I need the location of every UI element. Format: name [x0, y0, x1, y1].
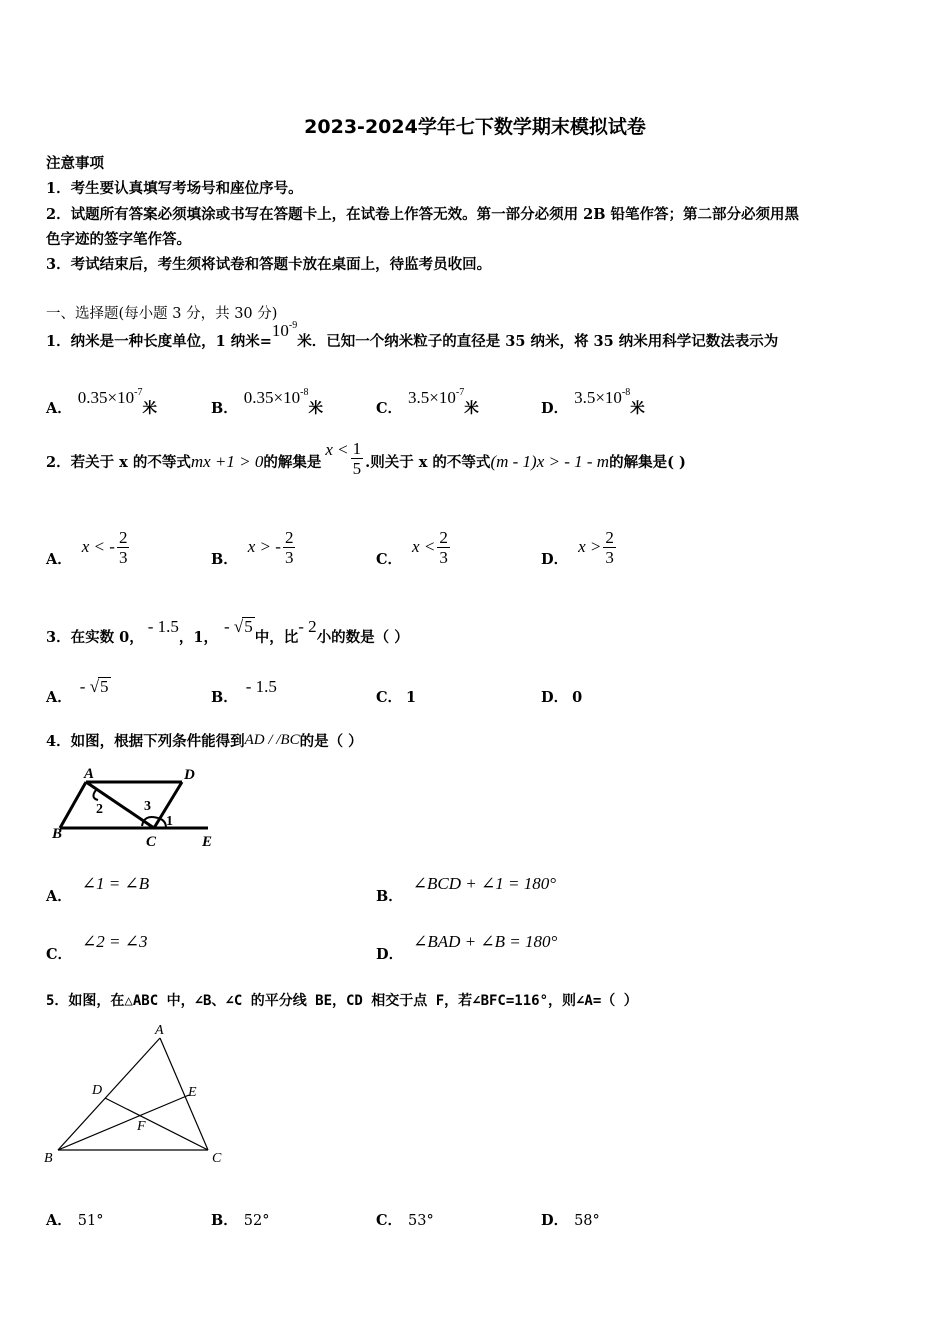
q5-option-a[interactable]: A． 51°: [46, 1212, 104, 1229]
q4-label-d: D: [184, 767, 195, 783]
question-1: [46, 320, 779, 351]
q4-option-b[interactable]: B．∠BCD + ∠1 = 180°: [376, 874, 556, 905]
q5-label-f: F: [137, 1119, 146, 1134]
q2-option-b[interactable]: B．x > - $\frac{2}{3}$: [211, 528, 294, 568]
exam-title: 2023-2024学年七下数学期末模拟试卷: [304, 116, 646, 138]
q3-option-c[interactable]: C． 1: [376, 689, 417, 706]
note-2-cont: 色字迹的签字笔作答。: [46, 231, 191, 248]
q2-option-a[interactable]: A．x < - $\frac{2}{3}$: [46, 528, 128, 568]
q4-parallelogram-figure: [46, 760, 226, 852]
q3-neg-sqrt5: - √5: [224, 617, 253, 636]
question-5: 5．如图，在△ABC 中，∠B、∠C 的平分线 BE，CD 相交于点 F，若∠BFC=116°，则∠A=（ ）: [46, 993, 638, 1009]
q5-label-c: C: [212, 1151, 222, 1166]
q5-label-d: D: [92, 1083, 103, 1098]
note-3: 3．考试结束后，考生须将试卷和答题卡放在桌面上，待监考员收回。: [46, 256, 492, 273]
q2-inequality-1: mx +1 > 0: [190, 452, 264, 471]
q5-option-d[interactable]: D． 58°: [541, 1212, 600, 1229]
q4-label-a: A: [84, 766, 95, 782]
q3-option-b[interactable]: B．- 1.5: [211, 677, 277, 706]
q2-option-c[interactable]: C．x < $\frac{2}{3}$: [376, 528, 448, 568]
q4-label-e: E: [202, 834, 213, 850]
question-2: 2．若关于 x 的不等式mx +1 > 0的解集是x < $\frac{1}{5}$ .则关于 x 的不等式(m - 1)x > - 1 - m的解集是( ): [46, 439, 686, 478]
q1-stem-b: 米．已知一个纳米粒子的直径是 35 纳米，将 35 纳米用科学记数法表示为: [297, 333, 779, 350]
q5-triangle-figure: [40, 1020, 240, 1170]
question-4: 4．如图，根据下列条件能得到AD / /BC的是（ ）: [46, 732, 363, 750]
q4-angle-3: 3: [144, 799, 151, 814]
note-2: 2．试题所有答案必须填涂或书写在答题卡上，在试卷上作答无效。第一部分必须用 2B 铅笔作答；第二部分必须用黑: [46, 206, 800, 223]
note-1: 1．考生要认真填写考场号和座位序号。: [46, 180, 303, 197]
q1-option-c[interactable]: C．$3.5\times 10^{-7}$米: [376, 387, 479, 417]
q2-inequality-2: (m - 1)x > - 1 - m: [490, 452, 610, 471]
q5-label-e: E: [188, 1085, 197, 1100]
q2-option-d[interactable]: D．x > $\frac{2}{3}$: [541, 528, 614, 568]
q4-label-c: C: [146, 834, 157, 850]
q3-option-d[interactable]: D． 0: [541, 689, 583, 706]
q4-relation: AD / /BC: [244, 732, 300, 748]
q4-label-b: B: [52, 826, 63, 842]
q5-option-b[interactable]: B． 52°: [211, 1212, 270, 1229]
q3-option-a[interactable]: A．- √5: [46, 677, 109, 706]
q4-option-d[interactable]: D．∠BAD + ∠B = 180°: [376, 932, 558, 963]
q1-nano-value: $10^{-9}$: [271, 320, 298, 340]
q4-angle-2: 2: [96, 802, 103, 817]
q3-compare-value: - 2: [298, 617, 317, 636]
q1-option-b[interactable]: B．$0.35\times 10^{-8}$米: [211, 387, 323, 417]
q1-stem-a: 1．纳米是一种长度单位，1 纳米=: [46, 333, 272, 350]
q4-option-c[interactable]: C．∠2 = ∠3: [46, 932, 148, 963]
q5-label-b: B: [44, 1151, 53, 1166]
q5-option-c[interactable]: C． 53°: [376, 1212, 434, 1229]
notes-heading: 注意事项: [46, 155, 104, 172]
q1-option-a[interactable]: A．$0.35\times 10^{-7}$米: [46, 387, 157, 417]
q1-option-d[interactable]: D．$3.5\times 10^{-8}$米: [541, 387, 645, 417]
question-3: 3．在实数 0，- 1.5，1，- √5中，比- 2小的数是（ ）: [46, 617, 409, 646]
section-heading: 一、选择题(每小题 3 分，共 30 分): [46, 306, 278, 322]
q2-solution: x <: [325, 440, 349, 459]
q4-angle-1: 1: [166, 814, 173, 829]
q3-value-neg-1-5: - 1.5: [147, 617, 179, 636]
q4-option-a[interactable]: A．∠1 = ∠B: [46, 874, 150, 905]
q5-label-a: A: [155, 1023, 164, 1038]
